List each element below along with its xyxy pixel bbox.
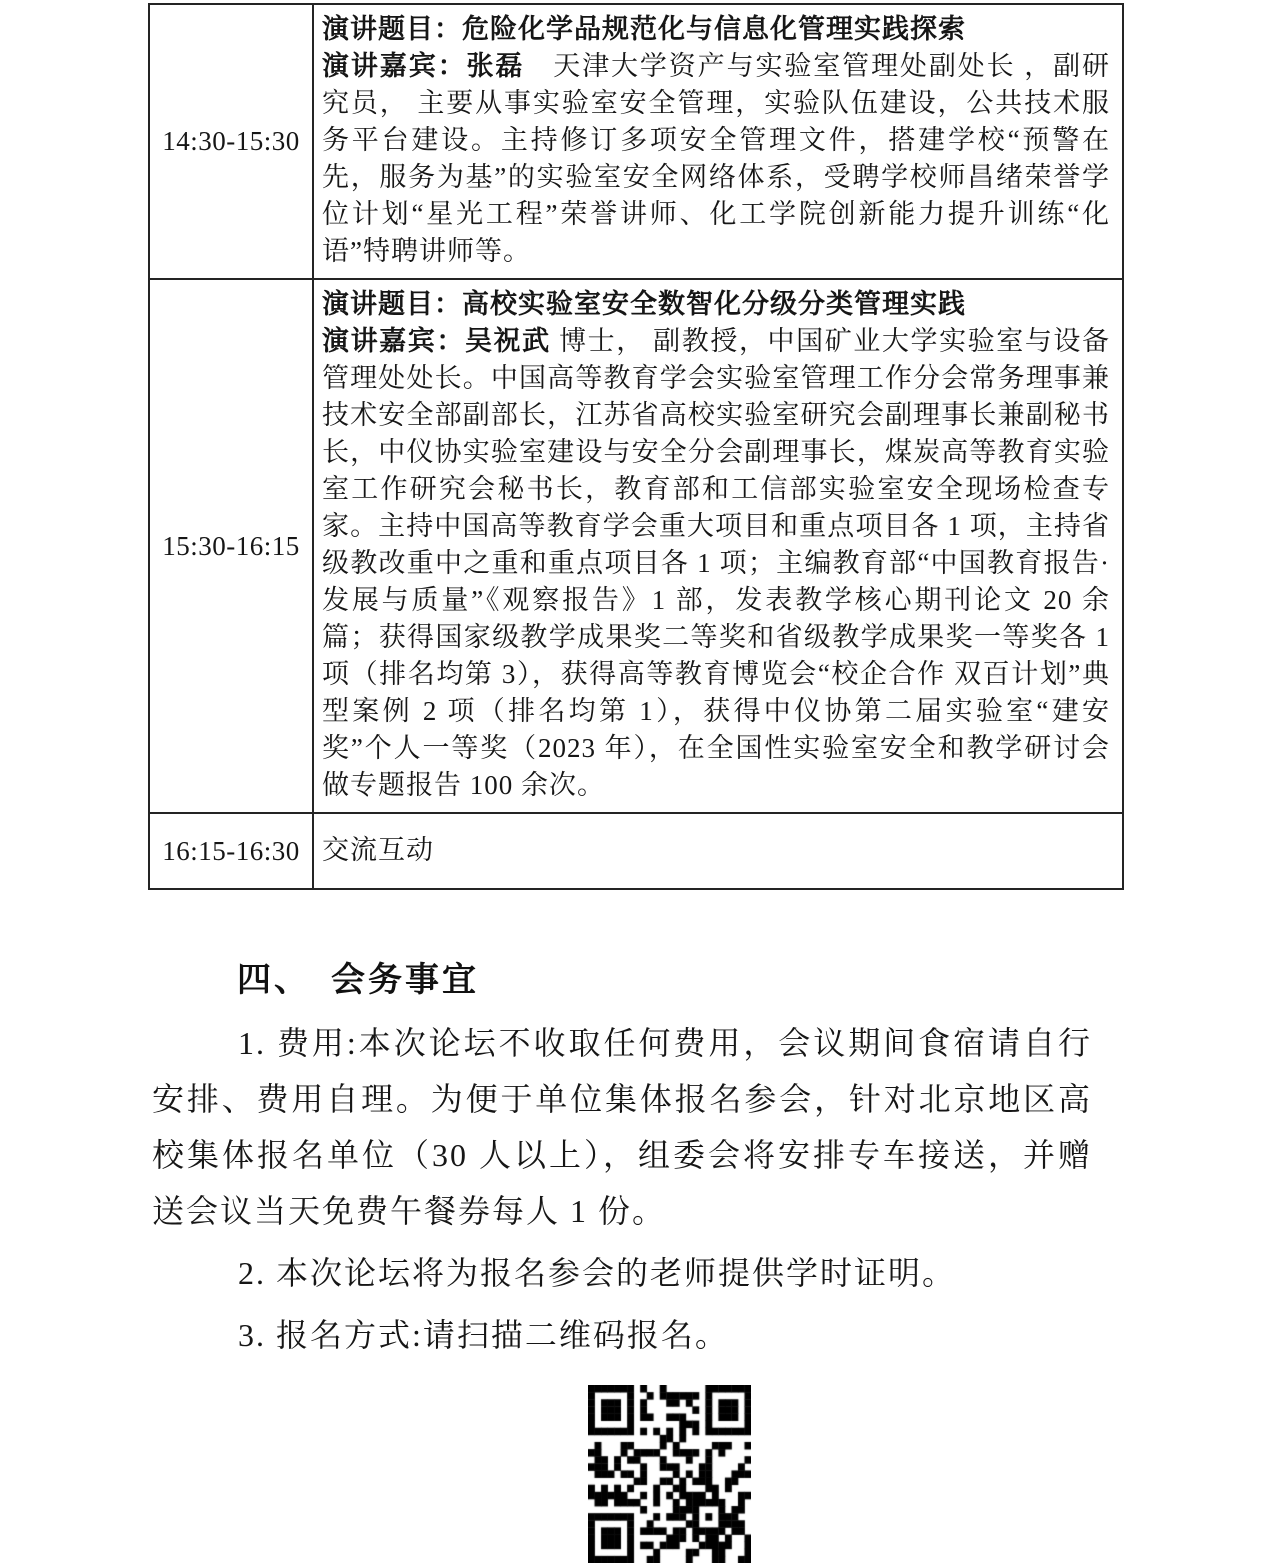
- time-slot: 14:30-15:30: [162, 126, 300, 156]
- talk-title-line: [322, 286, 1110, 323]
- time-slot: 15:30-16:15: [162, 530, 300, 561]
- speaker-bio: 天津大学资产与实验室管理处副处长 ，副研究员， 主要从事实验室安全管理，实验队伍建设，公共技术服务平台建设。主持修订多项安全管理文件，搭建学校“预警在先，服务为基”的实验室安全网络体系，受聘学校师昌绪荣誉学位计划“星光工程”荣誉讲师、化工学院创新能力提升训练“化语”特聘讲师等。: [322, 51, 1111, 266]
- table-row: [149, 279, 1123, 813]
- time-cell: [149, 279, 313, 813]
- talk-title-label: 演讲题目：: [322, 289, 462, 319]
- section-heading: 四、 会务事宜: [237, 961, 479, 999]
- speaker-name: 吴祝武: [464, 326, 551, 356]
- speaker-bio-block: [322, 323, 1110, 804]
- time-cell: [149, 813, 313, 889]
- talk-title: 危险化学品规范化与信息化管理实践探索: [462, 14, 966, 44]
- registration-method-paragraph: 3. 报名方式:请扫描二维码报名。: [238, 1317, 729, 1353]
- speaker-label: 演讲嘉宾：: [322, 326, 465, 356]
- registration-qr-code: [588, 1385, 751, 1563]
- speaker-bio-block: [322, 48, 1110, 270]
- speaker-bio: 博士， 副教授，中国矿业大学实验室与设备管理处处长。中国高等教育学会实验室管理工作分会常务理事兼技术安全部副部长，江苏省高校实验室研究会副理事长兼副秘书长，中仪协实验室建设与安全分会副理事长，煤炭高等教育实验室工作研究会秘书长，教育部和工信部实验室安全现场检查专家。主持中国高等教育学会重大项目和重点项目各 1 项，主持省级教改重中之重和重点项目各 1 项；主编教育部“中国教育报告·发展与质量”《观察报告》1 部，发表教学核心期刊论文 20 余篇；获得国家级教学成果奖二等奖和省级教学成果奖一等奖各 1 项（排名均第 3），获得高等教育博览会“校企合作 双百计划”典型案例 2 项（排名均第 1），获得中仪协第二届实验室“建安奖”个人一等奖（2023 年），在全国性实验室安全和教学研讨会做专题报告 100 余次。: [322, 326, 1111, 800]
- time-cell: [149, 4, 313, 279]
- talk-title-label: 演讲题目：: [322, 14, 462, 44]
- session-activity: 交流互动: [322, 834, 434, 865]
- table-row: [149, 4, 1123, 279]
- talk-title-line: [322, 11, 1110, 48]
- talk-title: 高校实验室安全数智化分级分类管理实践: [462, 289, 966, 319]
- credit-hours-paragraph: 2. 本次论坛将为报名参会的老师提供学时证明。: [238, 1255, 957, 1291]
- session-cell: [313, 4, 1123, 279]
- speaker-name: 张磊: [466, 51, 525, 81]
- session-cell: [313, 279, 1123, 813]
- qr-code-container: [588, 1385, 751, 1563]
- fees-paragraph: 1. 费用:本次论坛不收取任何费用，会议期间食宿请自行安排、费用自理。为便于单位集体报名参会，针对北京地区高校集体报名单位（30 人以上），组委会将安排专车接送，并赠送会议当天免费午餐券每人 1 份。: [152, 1025, 1092, 1229]
- speaker-label: 演讲嘉宾：: [322, 51, 467, 81]
- schedule-table: [148, 3, 1124, 890]
- table-row: [149, 813, 1123, 889]
- document-page: [0, 3, 1280, 1421]
- time-slot: 16:15-16:30: [162, 835, 300, 866]
- session-cell: [313, 813, 1123, 889]
